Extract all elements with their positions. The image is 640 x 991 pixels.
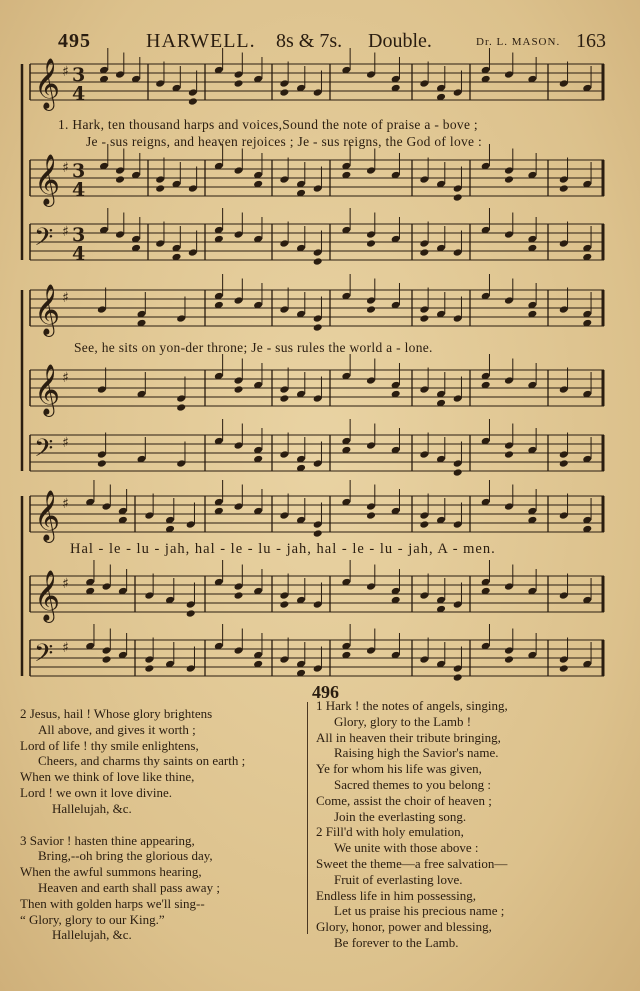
verse-line: Bring,--oh bring the glorious day, xyxy=(38,848,213,864)
key-sharp-icon: ♯ xyxy=(62,160,69,176)
note-head xyxy=(234,385,244,394)
verses-section xyxy=(0,682,640,990)
note-head xyxy=(279,88,289,97)
time-signature-top: 3 xyxy=(72,64,86,86)
verses-right-column xyxy=(316,698,616,951)
note-head xyxy=(453,468,463,477)
time-signature-top: 3 xyxy=(72,224,86,246)
note-head xyxy=(559,664,569,673)
verse-line: Come, assist the choir of heaven ; xyxy=(316,792,492,808)
verse-line: We unite with those above : xyxy=(334,840,479,856)
verse-line: 1 Hark ! the notes of angels, singing, xyxy=(316,698,508,713)
note-head xyxy=(97,459,107,468)
key-sharp-icon: ♯ xyxy=(62,496,69,512)
verse-line: Raising high the Savior's name. xyxy=(334,745,499,761)
treble-clef-icon: 𝄞 xyxy=(34,58,61,109)
note-head xyxy=(453,193,463,202)
lyric-system1-line1: 1. Hark, ten thousand harps and voices,Sound the note of praise a - bove ; xyxy=(58,117,478,132)
verse-line: Lord ! we own it love divine. xyxy=(20,784,172,800)
note-head xyxy=(144,664,154,673)
note-head xyxy=(313,257,323,266)
verse-line: 2 Fill'd with holy emulation, xyxy=(316,824,464,840)
note-head xyxy=(188,97,198,106)
key-sharp-icon: ♯ xyxy=(62,576,69,592)
note-head xyxy=(279,394,289,403)
note-head xyxy=(504,450,514,459)
bass-clef-icon: 𝄢 xyxy=(34,639,54,674)
note-head xyxy=(419,314,429,323)
verse-line: Fruit of everlasting love. xyxy=(334,871,463,887)
note-head xyxy=(366,305,376,314)
key-sharp-icon: ♯ xyxy=(62,64,69,80)
verse-line: All above, and gives it worth ; xyxy=(38,721,196,737)
bass-clef-icon: 𝄢 xyxy=(34,223,54,258)
note-head xyxy=(115,175,125,184)
verse-line: Cheers, and charms thy saints on earth ; xyxy=(38,753,246,769)
key-sharp-icon: ♯ xyxy=(62,370,69,386)
note-head xyxy=(234,79,244,88)
verse-line: Sweet the theme—a free salvation— xyxy=(316,855,508,871)
key-sharp-icon: ♯ xyxy=(62,640,69,656)
verse-line: Endless life in him possessing, xyxy=(316,887,476,903)
treble-clef-icon: 𝄞 xyxy=(34,154,61,205)
bass-clef-icon: 𝄢 xyxy=(34,434,54,469)
treble-clef-icon: 𝄞 xyxy=(34,364,61,415)
note-head xyxy=(419,248,429,257)
note-head xyxy=(419,520,429,529)
note-head xyxy=(504,655,514,664)
verse-line: Ye for whom his life was given, xyxy=(316,761,482,777)
verse-line: When the awful summons hearing, xyxy=(20,864,202,880)
note-head xyxy=(313,323,323,332)
note-head xyxy=(366,511,376,520)
verse-line: Lord of life ! thy smile enlightens, xyxy=(20,737,199,753)
note-head xyxy=(155,184,165,193)
note-head xyxy=(366,239,376,248)
time-signature-top: 3 xyxy=(72,160,86,182)
note-head xyxy=(559,459,569,468)
hymn-meter: 8s & 7s. xyxy=(276,30,343,52)
verse-line: Let us praise his precious name ; xyxy=(334,903,505,919)
key-sharp-icon: ♯ xyxy=(62,290,69,306)
hymn-title: HARWELL. xyxy=(146,30,256,52)
lyric-system3: Hal - le - lu - jah, hal - le - lu - jah, hal - le - lu - jah, A - men. xyxy=(70,541,496,557)
note-head xyxy=(234,591,244,600)
verse-line: Then with golden harps we'll sing-- xyxy=(20,895,205,911)
treble-clef-icon: 𝄞 xyxy=(34,284,61,335)
verse-line: All in heaven their tribute bringing, xyxy=(316,729,501,745)
hymn-number: 495 xyxy=(58,30,91,52)
composer: Dr. L. MASON. xyxy=(476,36,561,48)
verse-line: Be forever to the Lamb. xyxy=(334,934,459,950)
verse-line xyxy=(20,817,310,833)
verse-line: Hallelujah, &c. xyxy=(52,927,132,943)
lyric-system2: See, he sits on yon-der throne; Je - sus rules the world a - lone. xyxy=(74,340,433,355)
verse-line: Hallelujah, &c. xyxy=(52,800,132,816)
key-sharp-icon: ♯ xyxy=(62,224,69,240)
verses-left-column xyxy=(20,706,310,943)
note-head xyxy=(279,600,289,609)
hymn-meter-type: Double. xyxy=(368,30,432,52)
time-signature-bottom: 4 xyxy=(72,179,86,201)
note-head xyxy=(186,609,196,618)
time-signature-bottom: 4 xyxy=(72,83,86,105)
verse-line: When we think of love like thine, xyxy=(20,769,195,785)
verse-line: Glory, glory to the Lamb ! xyxy=(334,713,472,729)
verse-line: Join the everlasting song. xyxy=(334,808,467,824)
key-sharp-icon: ♯ xyxy=(62,435,69,451)
note-head xyxy=(504,175,514,184)
note-head xyxy=(176,403,186,412)
note-head xyxy=(313,529,323,538)
verse-line: “ Glory, glory to our King.” xyxy=(20,911,165,927)
note-head xyxy=(453,673,463,682)
note-head xyxy=(102,655,112,664)
lyric-system1-line2: Je - sus reigns, and heaven rejoices ; Je - sus reigns, the God of love : xyxy=(86,134,483,149)
verse-line: Glory, honor, power and blessing, xyxy=(316,919,492,935)
verse-line: 2 Jesus, hail ! Whose glory brightens xyxy=(20,706,213,721)
verse-line: Sacred themes to you belong : xyxy=(334,776,492,792)
note-head xyxy=(559,184,569,193)
verse-line: 3 Savior ! hasten thine appearing, xyxy=(20,832,195,848)
treble-clef-icon: 𝄞 xyxy=(34,490,61,541)
verse-line: Heaven and earth shall pass away ; xyxy=(38,879,220,895)
time-signature-bottom: 4 xyxy=(72,243,86,265)
hymn-496-number: 496 xyxy=(312,682,339,702)
page-number: 163 xyxy=(576,30,606,52)
treble-clef-icon: 𝄞 xyxy=(34,570,61,621)
